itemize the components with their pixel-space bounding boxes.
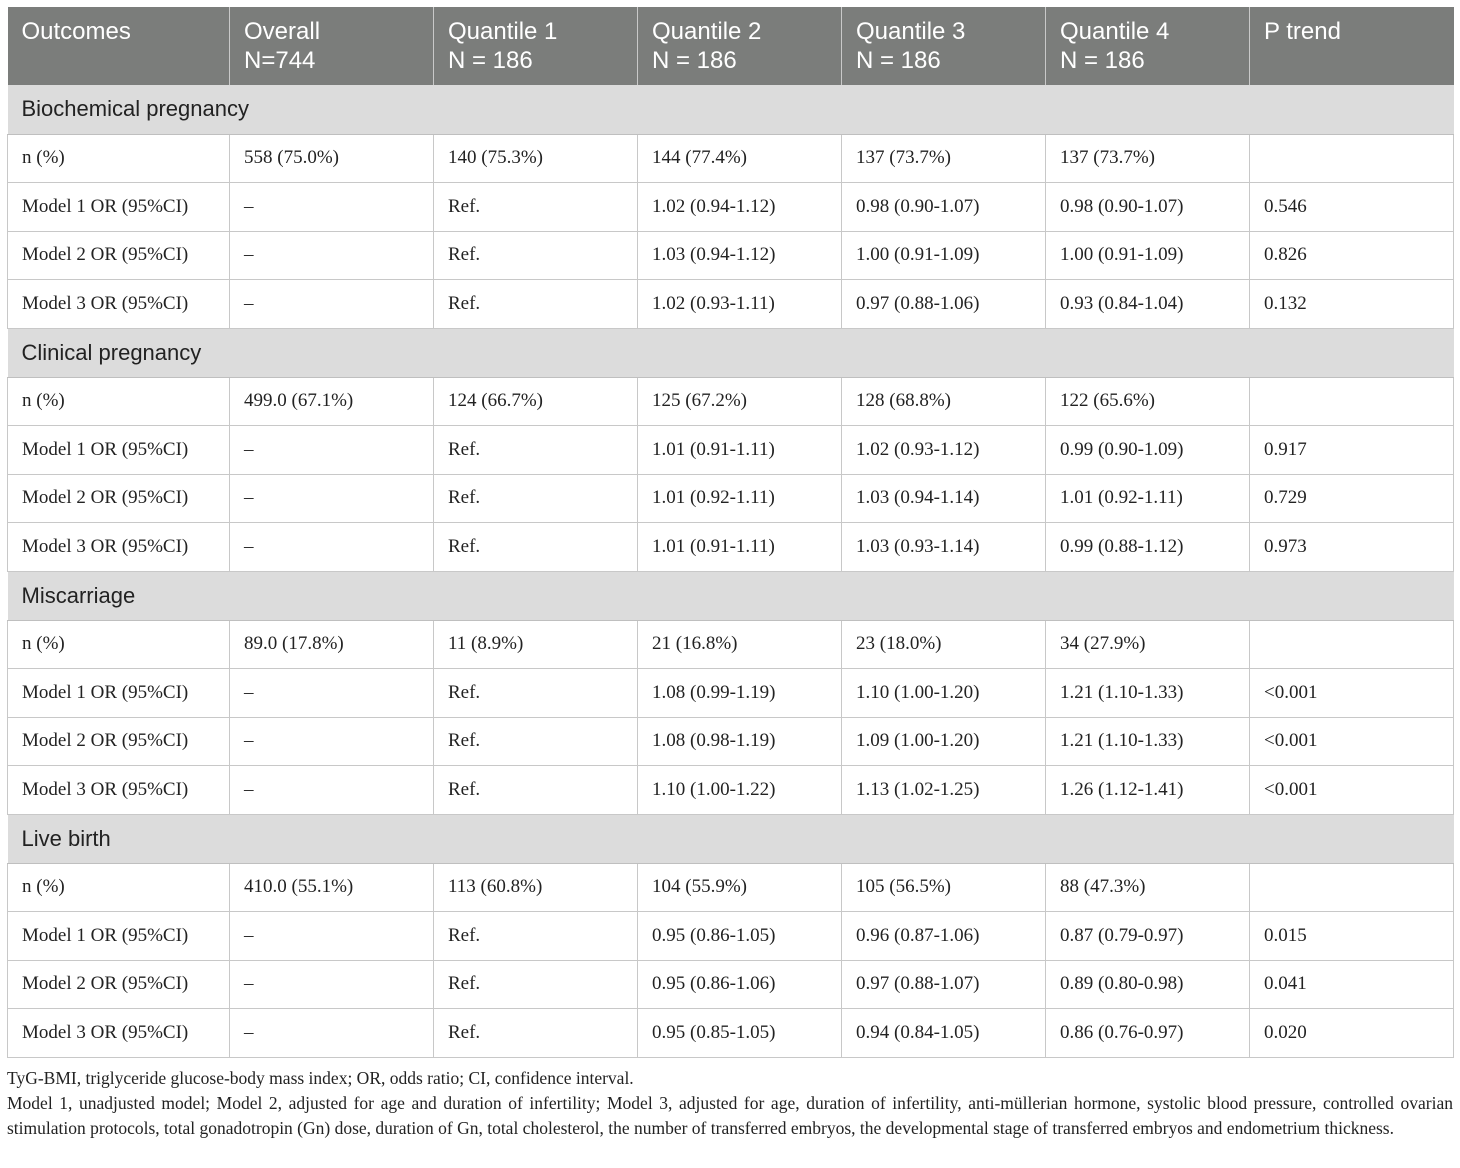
table-cell: 410.0 (55.1%) bbox=[230, 863, 434, 912]
table-cell: 88 (47.3%) bbox=[1046, 863, 1250, 912]
table-cell: 0.86 (0.76-0.97) bbox=[1046, 1009, 1250, 1058]
table-cell: Ref. bbox=[434, 231, 638, 280]
table-cell: 0.826 bbox=[1250, 231, 1454, 280]
table-header-row bbox=[8, 7, 1454, 85]
table-cell: 1.26 (1.12-1.41) bbox=[1046, 766, 1250, 815]
column-header-title: Quantile 1 bbox=[448, 18, 558, 45]
table-cell: 34 (27.9%) bbox=[1046, 620, 1250, 669]
table-cell: 0.132 bbox=[1250, 280, 1454, 329]
table-cell: – bbox=[230, 717, 434, 766]
table-cell: 1.10 (1.00-1.22) bbox=[638, 766, 842, 815]
row-label-cell: Model 1 OR (95%CI) bbox=[8, 183, 230, 232]
table-cell: – bbox=[230, 960, 434, 1009]
table-cell: 128 (68.8%) bbox=[842, 377, 1046, 426]
table-row bbox=[8, 474, 1454, 523]
table-row bbox=[8, 669, 1454, 718]
table-cell: 1.03 (0.94-1.12) bbox=[638, 231, 842, 280]
row-label-cell: Model 1 OR (95%CI) bbox=[8, 669, 230, 718]
row-label-cell: Model 3 OR (95%CI) bbox=[8, 1009, 230, 1058]
table-cell: 1.02 (0.93-1.11) bbox=[638, 280, 842, 329]
outcomes-table-container bbox=[7, 7, 1453, 1058]
table-cell: – bbox=[230, 1009, 434, 1058]
column-header-title: Quantile 2 bbox=[652, 18, 762, 45]
table-cell: 137 (73.7%) bbox=[1046, 134, 1250, 183]
table-cell: Ref. bbox=[434, 960, 638, 1009]
table-cell: – bbox=[230, 766, 434, 815]
table-row bbox=[8, 231, 1454, 280]
table-cell: <0.001 bbox=[1250, 669, 1454, 718]
table-cell: Ref. bbox=[434, 717, 638, 766]
table-cell: 0.93 (0.84-1.04) bbox=[1046, 280, 1250, 329]
row-label-cell: Model 1 OR (95%CI) bbox=[8, 912, 230, 961]
table-row bbox=[8, 280, 1454, 329]
table-cell: 1.08 (0.99-1.19) bbox=[638, 669, 842, 718]
column-header-title: Overall bbox=[244, 18, 321, 45]
outcomes-table bbox=[7, 7, 1454, 1058]
row-label-cell: n (%) bbox=[8, 863, 230, 912]
table-cell bbox=[1250, 863, 1454, 912]
table-cell: 0.99 (0.88-1.12) bbox=[1046, 523, 1250, 572]
row-label-cell: Model 2 OR (95%CI) bbox=[8, 231, 230, 280]
table-cell: 125 (67.2%) bbox=[638, 377, 842, 426]
table-cell: 1.03 (0.94-1.14) bbox=[842, 474, 1046, 523]
table-cell: – bbox=[230, 474, 434, 523]
table-cell: Ref. bbox=[434, 426, 638, 475]
table-row bbox=[8, 523, 1454, 572]
table-cell bbox=[1250, 377, 1454, 426]
table-cell: – bbox=[230, 183, 434, 232]
column-header bbox=[434, 7, 638, 85]
row-label-cell: n (%) bbox=[8, 134, 230, 183]
table-cell: 1.02 (0.93-1.12) bbox=[842, 426, 1046, 475]
table-cell: 0.89 (0.80-0.98) bbox=[1046, 960, 1250, 1009]
table-cell: 0.96 (0.87-1.06) bbox=[842, 912, 1046, 961]
table-cell: 140 (75.3%) bbox=[434, 134, 638, 183]
table-row bbox=[8, 377, 1454, 426]
table-cell: 1.13 (1.02-1.25) bbox=[842, 766, 1046, 815]
column-header bbox=[1250, 7, 1454, 85]
column-header bbox=[230, 7, 434, 85]
table-cell: 0.015 bbox=[1250, 912, 1454, 961]
table-row bbox=[8, 960, 1454, 1009]
row-label-cell: Model 3 OR (95%CI) bbox=[8, 280, 230, 329]
column-header-count: N=744 bbox=[244, 47, 316, 74]
table-cell: 105 (56.5%) bbox=[842, 863, 1046, 912]
table-cell: 11 (8.9%) bbox=[434, 620, 638, 669]
section-header-row bbox=[8, 328, 1454, 377]
table-row bbox=[8, 863, 1454, 912]
table-row bbox=[8, 766, 1454, 815]
table-cell: – bbox=[230, 669, 434, 718]
table-cell: 1.21 (1.10-1.33) bbox=[1046, 669, 1250, 718]
table-row bbox=[8, 912, 1454, 961]
table-cell: 0.97 (0.88-1.06) bbox=[842, 280, 1046, 329]
table-cell: 1.08 (0.98-1.19) bbox=[638, 717, 842, 766]
column-header bbox=[8, 7, 230, 85]
row-label-cell: n (%) bbox=[8, 377, 230, 426]
section-title: Miscarriage bbox=[8, 571, 1454, 620]
column-header-title: Outcomes bbox=[21, 18, 131, 45]
table-footnotes bbox=[7, 1066, 1453, 1141]
footnote-abbreviations: TyG-BMI, triglyceride glucose-body mass index; OR, odds ratio; CI, confidence interval. bbox=[7, 1068, 634, 1088]
column-header-title: P trend bbox=[1264, 18, 1341, 45]
table-cell: 0.917 bbox=[1250, 426, 1454, 475]
table-cell: – bbox=[230, 426, 434, 475]
row-label-cell: n (%) bbox=[8, 620, 230, 669]
table-cell: 1.01 (0.92-1.11) bbox=[1046, 474, 1250, 523]
footnote-models: Model 1, unadjusted model; Model 2, adjusted for age and duration of infertility; Model 3, adjusted for age, duration of infertility, anti-müllerian hormone, systolic blood pressure, controlled ovarian stimulation protocols, total gonadotropin (Gn) dose, duration of Gn, total cholesterol, the number of transferred embryos, the developmental stage of transferred embryos and endometrium thickness. bbox=[7, 1093, 1453, 1138]
table-cell: Ref. bbox=[434, 474, 638, 523]
column-header-count: N = 186 bbox=[448, 47, 533, 74]
section-title: Biochemical pregnancy bbox=[8, 85, 1454, 134]
section-header-row bbox=[8, 571, 1454, 620]
table-cell: 0.98 (0.90-1.07) bbox=[1046, 183, 1250, 232]
column-header bbox=[1046, 7, 1250, 85]
table-cell: 124 (66.7%) bbox=[434, 377, 638, 426]
table-cell: 0.95 (0.86-1.05) bbox=[638, 912, 842, 961]
row-label-cell: Model 3 OR (95%CI) bbox=[8, 766, 230, 815]
column-header bbox=[842, 7, 1046, 85]
table-cell: 0.041 bbox=[1250, 960, 1454, 1009]
table-cell: 558 (75.0%) bbox=[230, 134, 434, 183]
table-cell: 0.95 (0.85-1.05) bbox=[638, 1009, 842, 1058]
row-label-cell: Model 3 OR (95%CI) bbox=[8, 523, 230, 572]
table-cell: 0.020 bbox=[1250, 1009, 1454, 1058]
table-cell: Ref. bbox=[434, 766, 638, 815]
row-label-cell: Model 2 OR (95%CI) bbox=[8, 960, 230, 1009]
table-cell: 23 (18.0%) bbox=[842, 620, 1046, 669]
table-cell: 1.21 (1.10-1.33) bbox=[1046, 717, 1250, 766]
table-cell: 0.97 (0.88-1.07) bbox=[842, 960, 1046, 1009]
table-cell: 1.00 (0.91-1.09) bbox=[1046, 231, 1250, 280]
table-cell: 122 (65.6%) bbox=[1046, 377, 1250, 426]
table-row bbox=[8, 1009, 1454, 1058]
table-cell: 1.09 (1.00-1.20) bbox=[842, 717, 1046, 766]
table-row bbox=[8, 134, 1454, 183]
table-row bbox=[8, 620, 1454, 669]
column-header-count: N = 186 bbox=[1060, 47, 1145, 74]
table-row bbox=[8, 717, 1454, 766]
table-cell bbox=[1250, 620, 1454, 669]
table-cell: 137 (73.7%) bbox=[842, 134, 1046, 183]
table-cell: 1.02 (0.94-1.12) bbox=[638, 183, 842, 232]
table-cell: Ref. bbox=[434, 1009, 638, 1058]
table-cell: – bbox=[230, 523, 434, 572]
table-cell: 0.95 (0.86-1.06) bbox=[638, 960, 842, 1009]
section-header-row bbox=[8, 814, 1454, 863]
table-cell: 0.729 bbox=[1250, 474, 1454, 523]
table-cell: 0.94 (0.84-1.05) bbox=[842, 1009, 1046, 1058]
table-cell: 0.87 (0.79-0.97) bbox=[1046, 912, 1250, 961]
table-cell: – bbox=[230, 912, 434, 961]
row-label-cell: Model 2 OR (95%CI) bbox=[8, 717, 230, 766]
table-cell: 1.01 (0.91-1.11) bbox=[638, 523, 842, 572]
table-cell: 0.98 (0.90-1.07) bbox=[842, 183, 1046, 232]
table-cell: 1.00 (0.91-1.09) bbox=[842, 231, 1046, 280]
table-cell: Ref. bbox=[434, 183, 638, 232]
section-header-row bbox=[8, 85, 1454, 134]
table-cell bbox=[1250, 134, 1454, 183]
table-cell: <0.001 bbox=[1250, 717, 1454, 766]
table-cell: 1.10 (1.00-1.20) bbox=[842, 669, 1046, 718]
table-cell: Ref. bbox=[434, 669, 638, 718]
table-cell: 1.01 (0.92-1.11) bbox=[638, 474, 842, 523]
table-cell: 89.0 (17.8%) bbox=[230, 620, 434, 669]
column-header-title: Quantile 4 bbox=[1060, 18, 1170, 45]
table-cell: 144 (77.4%) bbox=[638, 134, 842, 183]
row-label-cell: Model 2 OR (95%CI) bbox=[8, 474, 230, 523]
table-cell: 0.973 bbox=[1250, 523, 1454, 572]
table-cell: 0.546 bbox=[1250, 183, 1454, 232]
column-header-count: N = 186 bbox=[652, 47, 737, 74]
column-header-count: N = 186 bbox=[856, 47, 941, 74]
table-cell: – bbox=[230, 280, 434, 329]
column-header bbox=[638, 7, 842, 85]
column-header-title: Quantile 3 bbox=[856, 18, 966, 45]
section-title: Live birth bbox=[8, 814, 1454, 863]
table-cell: Ref. bbox=[434, 523, 638, 572]
row-label-cell: Model 1 OR (95%CI) bbox=[8, 426, 230, 475]
table-cell: 0.99 (0.90-1.09) bbox=[1046, 426, 1250, 475]
table-row bbox=[8, 183, 1454, 232]
table-cell: 499.0 (67.1%) bbox=[230, 377, 434, 426]
table-cell: 1.01 (0.91-1.11) bbox=[638, 426, 842, 475]
table-cell: 21 (16.8%) bbox=[638, 620, 842, 669]
table-cell: Ref. bbox=[434, 912, 638, 961]
section-title: Clinical pregnancy bbox=[8, 328, 1454, 377]
table-body bbox=[8, 85, 1454, 1057]
table-cell: Ref. bbox=[434, 280, 638, 329]
table-row bbox=[8, 426, 1454, 475]
table-cell: <0.001 bbox=[1250, 766, 1454, 815]
table-cell: 1.03 (0.93-1.14) bbox=[842, 523, 1046, 572]
table-cell: – bbox=[230, 231, 434, 280]
table-cell: 104 (55.9%) bbox=[638, 863, 842, 912]
table-cell: 113 (60.8%) bbox=[434, 863, 638, 912]
